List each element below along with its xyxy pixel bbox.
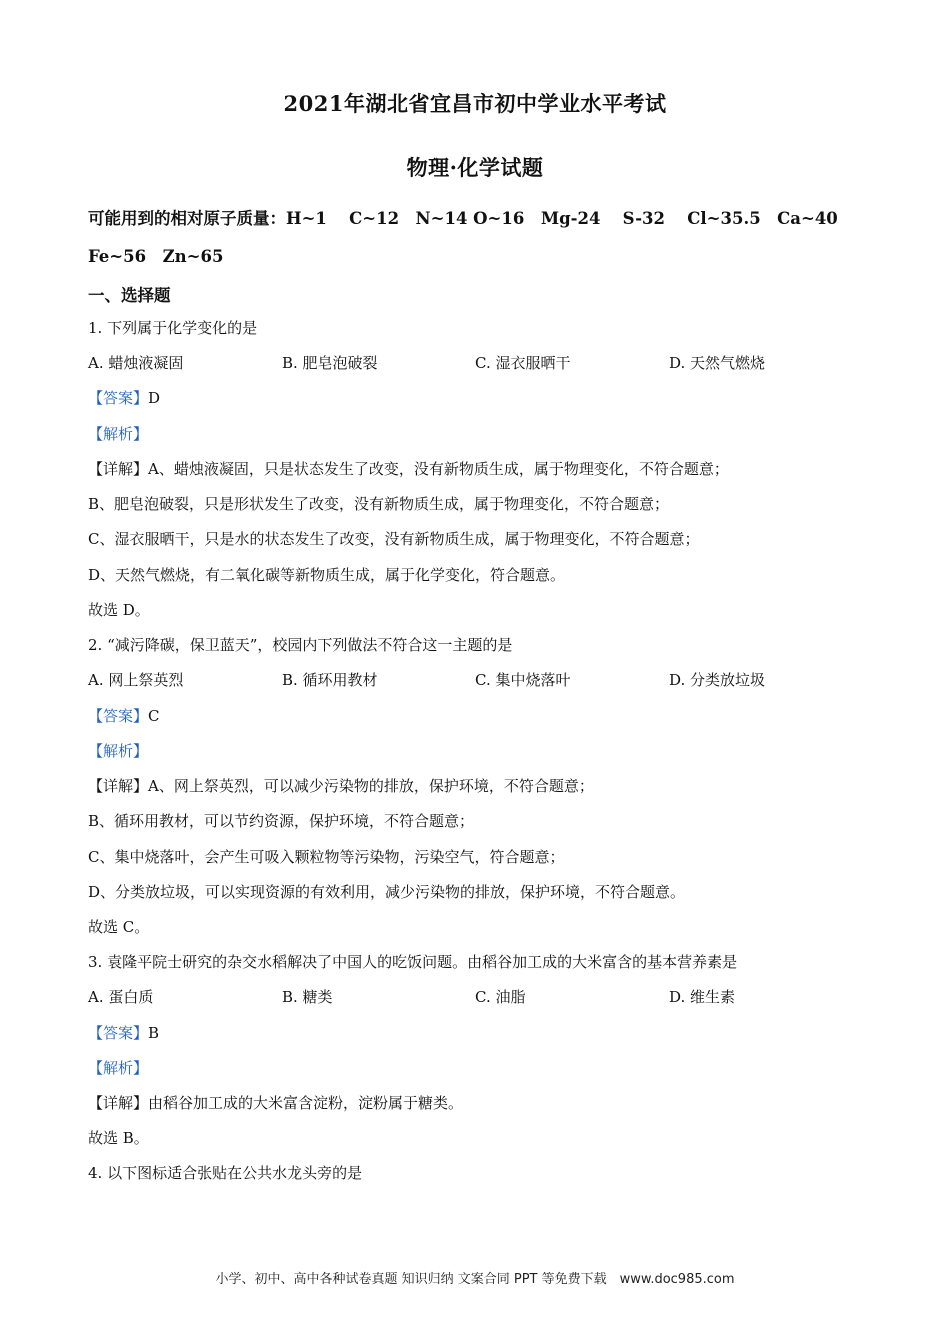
detail-line: B、肥皂泡破裂，只是形状发生了改变，没有新物质生成，属于物理变化，不符合题意； bbox=[88, 495, 670, 513]
exam-title: 2021年湖北省宜昌市初中学业水平考试 bbox=[283, 91, 667, 116]
option-b: B. 循环用教材 bbox=[282, 671, 378, 689]
option-b: B. 肥皂泡破裂 bbox=[282, 354, 378, 372]
option-c: C. 集中烧落叶 bbox=[475, 671, 571, 689]
atomic-mass-line-2: Fe~56 Zn~65 bbox=[88, 247, 224, 266]
section-heading: 一、选择题 bbox=[88, 286, 171, 305]
answer-tag: 【答案】 bbox=[88, 389, 149, 407]
atomic-mass-line-1: 可能用到的相对原子质量：H~1 C~12 N~14 O~16 Mg-24 S-32 Cl~35.5 Ca~40 bbox=[88, 209, 838, 228]
answer-tag: 【答案】 bbox=[88, 707, 149, 725]
detail-line: 【详解】由稻谷加工成的大米富含淀粉，淀粉属于糖类。 bbox=[88, 1094, 464, 1112]
detail-line: D、天然气燃烧，有二氧化碳等新物质生成，属于化学变化，符合题意。 bbox=[88, 566, 566, 584]
question-stem: 3. 袁隆平院士研究的杂交水稻解决了中国人的吃饭问题。由稻谷加工成的大米富含的基本营养素是 bbox=[88, 953, 738, 971]
analysis-tag: 【解析】 bbox=[88, 425, 149, 443]
conclusion-line: 故选 B。 bbox=[88, 1129, 149, 1147]
page-footer: 小学、初中、高中各种试卷真题 知识归纳 文案合同 PPT 等免费下载 www.doc985.com bbox=[215, 1272, 735, 1287]
detail-line: C、湿衣服晒干，只是水的状态发生了改变，没有新物质生成，属于物理变化，不符合题意； bbox=[88, 530, 700, 548]
option-d: D. 维生素 bbox=[669, 988, 736, 1006]
option-a: A. 蛋白质 bbox=[88, 988, 154, 1006]
option-a: A. 网上祭英烈 bbox=[88, 671, 184, 689]
option-b: B. 糖类 bbox=[282, 988, 333, 1006]
answer-value: D bbox=[148, 389, 161, 407]
option-d: D. 天然气燃烧 bbox=[669, 354, 766, 372]
detail-line: D、分类放垃圾，可以实现资源的有效利用，减少污染物的排放，保护环境，不符合题意。 bbox=[88, 883, 686, 901]
answer-line bbox=[88, 387, 160, 408]
conclusion-line: 故选 D。 bbox=[88, 601, 150, 619]
answer-tag: 【答案】 bbox=[88, 1024, 149, 1042]
exam-subtitle: 物理·化学试题 bbox=[406, 155, 544, 180]
option-c: C. 湿衣服晒干 bbox=[475, 354, 571, 372]
detail-line: 【详解】A、蜡烛液凝固，只是状态发生了改变，没有新物质生成，属于物理变化，不符合题意； bbox=[88, 460, 729, 478]
detail-line: 【详解】A、网上祭英烈，可以减少污染物的排放，保护环境，不符合题意； bbox=[88, 777, 594, 795]
question-stem: 2. “减污降碳，保卫蓝天”，校园内下列做法不符合这一主题的是 bbox=[88, 636, 513, 654]
answer-value: C bbox=[148, 707, 160, 725]
question-stem: 1. 下列属于化学变化的是 bbox=[88, 319, 258, 337]
detail-line: C、集中烧落叶，会产生可吸入颗粒物等污染物，污染空气，符合题意； bbox=[88, 848, 565, 866]
answer-line bbox=[88, 1022, 159, 1043]
analysis-tag: 【解析】 bbox=[88, 742, 149, 760]
answer-value: B bbox=[148, 1024, 160, 1042]
conclusion-line: 故选 C。 bbox=[88, 918, 150, 936]
option-c: C. 油脂 bbox=[475, 988, 526, 1006]
question-stem: 4. 以下图标适合张贴在公共水龙头旁的是 bbox=[88, 1164, 363, 1182]
answer-line bbox=[88, 705, 160, 726]
option-d: D. 分类放垃圾 bbox=[669, 671, 766, 689]
detail-line: B、循环用教材，可以节约资源，保护环境，不符合题意； bbox=[88, 812, 475, 830]
option-a: A. 蜡烛液凝固 bbox=[88, 354, 184, 372]
analysis-tag: 【解析】 bbox=[88, 1059, 149, 1077]
